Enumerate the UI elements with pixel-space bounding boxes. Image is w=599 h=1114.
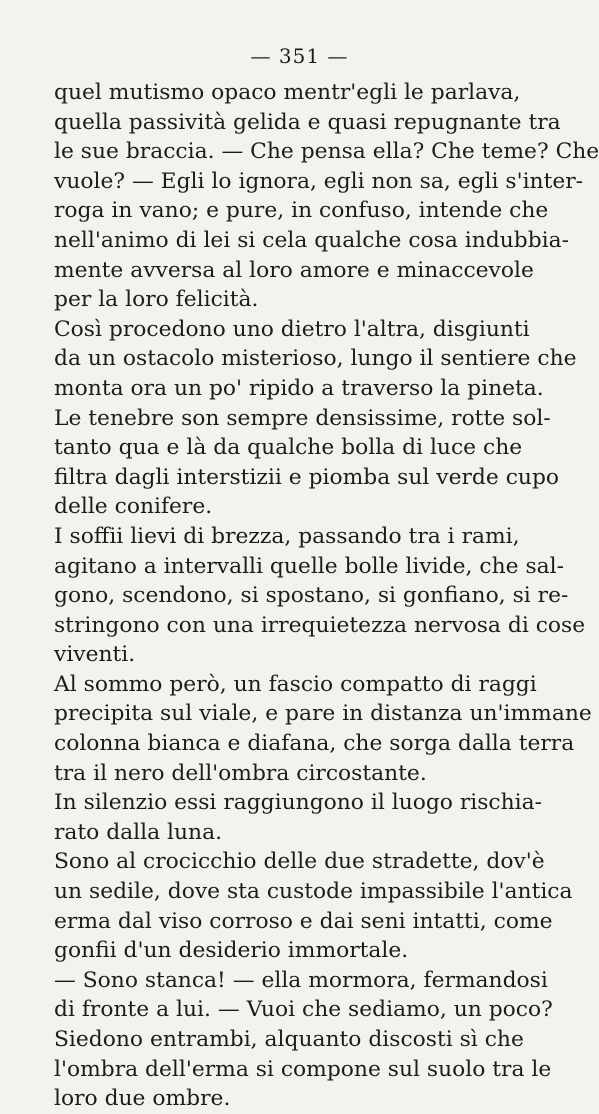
- text-line: stringono con una irrequietezza nervosa di cose: [54, 612, 586, 638]
- text-line: viventi.: [54, 642, 136, 668]
- text-line: roga in vano; e pure, in confuso, intende che: [54, 198, 549, 224]
- text-line: colonna bianca e diafana, che sorga dalla terra: [54, 731, 575, 757]
- text-line: — Sono stanca! — ella mormora, fermandosi: [54, 967, 548, 993]
- text-line: un sedile, dove sta custode impassibile l'antica: [54, 879, 573, 905]
- text-line: gonfii d'un desiderio immortale.: [54, 938, 409, 964]
- text-line: Le tenebre son sempre densissime, rotte sol-: [54, 405, 551, 431]
- text-line: I soffii lievi di brezza, passando tra i rami,: [54, 523, 520, 549]
- text-line: le sue braccia. — Che pensa ella? Che teme? Che: [54, 139, 599, 165]
- text-line: filtra dagli interstizii e piomba sul verde cupo: [54, 464, 560, 490]
- text-line: vuole? — Egli lo ignora, egli non sa, egli s'inter-: [54, 168, 584, 194]
- text-line: erma dal viso corroso e dai seni intatti, come: [54, 908, 553, 934]
- text-line: gono, scendono, si spostano, si gonfiano, si re-: [54, 583, 569, 609]
- text-line: per la loro felicità.: [54, 287, 259, 313]
- text-line: precipita sul viale, e pare in distanza un'immane: [54, 701, 592, 727]
- text-line: Così procedono uno dietro l'altra, disgiunti: [54, 316, 530, 342]
- text-line: monta ora un po' ripido a traverso la pineta.: [54, 375, 544, 401]
- text-line: tra il nero dell'ombra circostante.: [54, 760, 427, 786]
- body-text: [54, 78, 599, 1114]
- text-line: nell'animo di lei si cela qualche cosa indubbia-: [54, 227, 570, 253]
- text-line: Sono al crocicchio delle due stradette, dov'è: [54, 849, 545, 875]
- text-line: di fronte a lui. — Vuoi che sediamo, un poco?: [54, 997, 553, 1023]
- text-line: da un ostacolo misterioso, lungo il sentiere che: [54, 346, 577, 372]
- text-line: delle conifere.: [54, 494, 213, 520]
- text-line: loro due ombre.: [54, 1086, 231, 1112]
- text-line: rato dalla luna.: [54, 819, 223, 845]
- page-number: — 351 —: [250, 44, 349, 68]
- text-line: In silenzio essi raggiungono il luogo rischia-: [54, 790, 543, 816]
- text-line: tanto qua e là da qualche bolla di luce che: [54, 435, 523, 461]
- text-line: Al sommo però, un fascio compatto di raggi: [54, 671, 537, 697]
- text-line: agitano a intervalli quelle bolle livide, che sal-: [54, 553, 564, 579]
- text-line: mente avversa al loro amore e minaccevole: [54, 257, 534, 283]
- text-line: quel mutismo opaco mentr'egli le parlava,: [54, 80, 521, 105]
- text-line: quella passività gelida e quasi repugnante tra: [54, 109, 561, 135]
- text-line: l'ombra dell'erma si compone sul suolo tra le: [54, 1056, 552, 1082]
- text-line: Siedono entrambi, alquanto discosti sì che: [54, 1027, 524, 1052]
